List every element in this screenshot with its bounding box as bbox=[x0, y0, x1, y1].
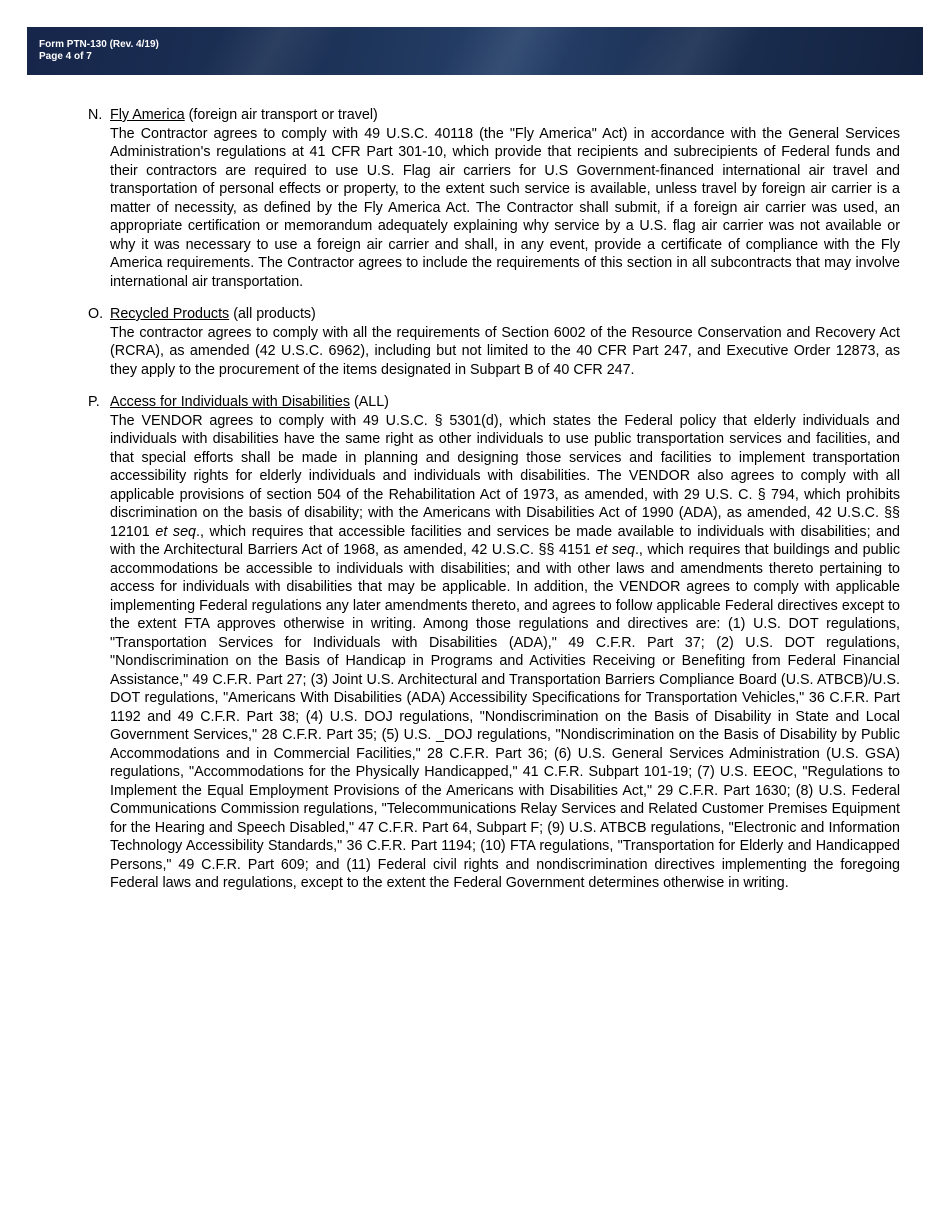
section-body: The contractor agrees to comply with all the requirements of Section 6002 of the Resource Conservation and Recovery Act (RCRA), as amended (42 U.S.C. 6962), including but not limited to the 40 CFR Part 247, and Executive Order 12873, as they apply to the procurement of the items designated in Subpart B of 40 CFR 247. bbox=[110, 324, 900, 378]
section-qualifier: (ALL) bbox=[353, 394, 389, 410]
italic-term: et seq bbox=[595, 542, 635, 558]
section-n-fly-america bbox=[88, 106, 900, 291]
italic-term: et seq bbox=[155, 523, 196, 540]
form-number: Form PTN-130 (Rev. 4/19) bbox=[39, 39, 159, 50]
section-title: Recycled Products bbox=[110, 306, 230, 322]
section-letter: O. bbox=[88, 306, 104, 322]
section-p-access-disabilities bbox=[88, 393, 900, 893]
body-text-part: The VENDOR agrees to comply with 49 U.S.C. § 5301(d), which states the Federal policy that elderly individuals and individuals with disabilities have the same right as other individuals to use public transportation services and facilities, and that special efforts shall be made in planning and designing those services and facilities to implement transportation accessibility rights for elderly individuals and individuals with disabilities. The VENDOR also agrees to comply with all applicable provisions of section 504 of the Rehabilitation Act of 1973, as amended, with 29 U.S. C. § 794, which prohibits discrimination on the basis of disability; with the Americans with Disabilities Act of 1990 (ADA), as amended, 42 U.S.C. §§ 12101 bbox=[110, 412, 900, 540]
section-letter: N. bbox=[88, 107, 103, 123]
section-heading bbox=[88, 393, 900, 412]
section-title: Access for Individuals with Disabilities bbox=[110, 394, 350, 410]
banner-decoration bbox=[598, 27, 776, 75]
section-letter: P. bbox=[88, 394, 100, 410]
section-heading bbox=[88, 106, 900, 125]
page-header-banner bbox=[27, 27, 923, 75]
body-text-part: ., which requires that accessible facilities and services be made available to individuals with disabilities; and with the Architectural Barriers Act of 1968, as amended, 42 U.S.C. §§ 4151 bbox=[110, 523, 901, 558]
banner-decoration bbox=[178, 27, 356, 75]
form-identifier bbox=[39, 39, 159, 63]
section-qualifier: (foreign air transport or travel) bbox=[188, 107, 378, 123]
document-body bbox=[88, 106, 900, 907]
section-body: The Contractor agrees to comply with 49 U.S.C. 40118 (the "Fly America" Act) in accordance with the General Services Administration's regulations at 41 CFR Part 301-10, which provide that recipients and subrecipients of Federal funds and their contractors are required to use U.S. Flag air carriers for U.S Government-financed international air travel and transportation of personal effects or property, to the extent such service is available, unless travel by foreign air carrier is a matter of necessity, as defined by the Fly America Act. The Contractor shall submit, if a foreign air carrier was used, an appropriate certification or memorandum adequately explaining why service by a U.S. flag air carrier was not available or why it was necessary to use a foreign air carrier and shall, in any event, provide a certificate of compliance with the Fly America requirements. The Contractor agrees to include the requirements of this section in all subcontracts that may involve international air transportation. bbox=[110, 125, 900, 290]
section-o-recycled-products bbox=[88, 305, 900, 379]
body-text-part: ., which requires that buildings and public accommodations be accessible to individuals with disabilities; and with other laws and amendments thereto pertaining to access for individuals with disabilities that may be applicable. In addition, the VENDOR agrees to comply with applicable implementing Federal regulations any later amendments thereto, and agrees to follow applicable Federal directives except to the extent FTA approves otherwise in writing. Among those regulations and directives are: (1) U.S. DOT regulations, "Transportation Services for Individuals with Disabilities (ADA)," 49 C.F.R. Part 37; (2) U.S. DOT regulations, "Nondiscrimination on the Basis of Handicap in Programs and Activities Receiving or Benefiting from Federal Financial Assistance," 49 C.F.R. Part 27; (3) Joint U.S. Architectural and Transportation Barriers Compliance Board (U.S. ATBCB)/U.S. DOT regulations, "Americans With Disabilities (ADA) Accessibility Specifications for Transportation Vehicles," 36 C.F.R. Part 1192 and 49 C.F.R. Part 38; (4) U.S. DOJ regulations, "Nondiscrimination on the Basis of Disability in State and Local Government Services," 28 C.F.R. Part 35; (5) U.S. _DOJ regulations, "Nondiscrimination on the Basis of Disability by Public Accommodations and in Commercial Facilities," 28 C.F.R. Part 36; (6) U.S. General Services Administration (U.S. GSA) regulations, "Accommodations for the Physically Handicapped," 41 C.F.R. Subpart 101-19; (7) U.S. EEOC, "Regulations to Implement the Equal Employment Provisions of the Americans with Disabilities Act," 29 C.F.R. Part 1630; (8) U.S. Federal Communications Commission regulations, "Telecommunications Relay Services and Related Customer Premises Equipment for the Hearing and Speech Disabled," 47 C.F.R. Part 64, Subpart F; (9) U.S. ATBCB regulations, "Electronic and Information Technology Accessibility Standards," 36 C.F.R. Part 1194; (10) FTA regulations, "Transportation for Elderly and Handicapped Persons," 49 C.F.R. Part 609; and (11) Federal civil rights and nondiscrimination directives implementing the foregoing Federal laws and regulations, except to the extent the Federal Government determines otherwise in writing. bbox=[110, 542, 900, 891]
section-heading bbox=[88, 305, 900, 324]
section-qualifier: (all products) bbox=[233, 306, 316, 322]
section-body bbox=[110, 412, 900, 893]
page-number: Page 4 of 7 bbox=[39, 51, 92, 62]
banner-decoration bbox=[418, 27, 596, 75]
section-title: Fly America bbox=[110, 107, 185, 123]
